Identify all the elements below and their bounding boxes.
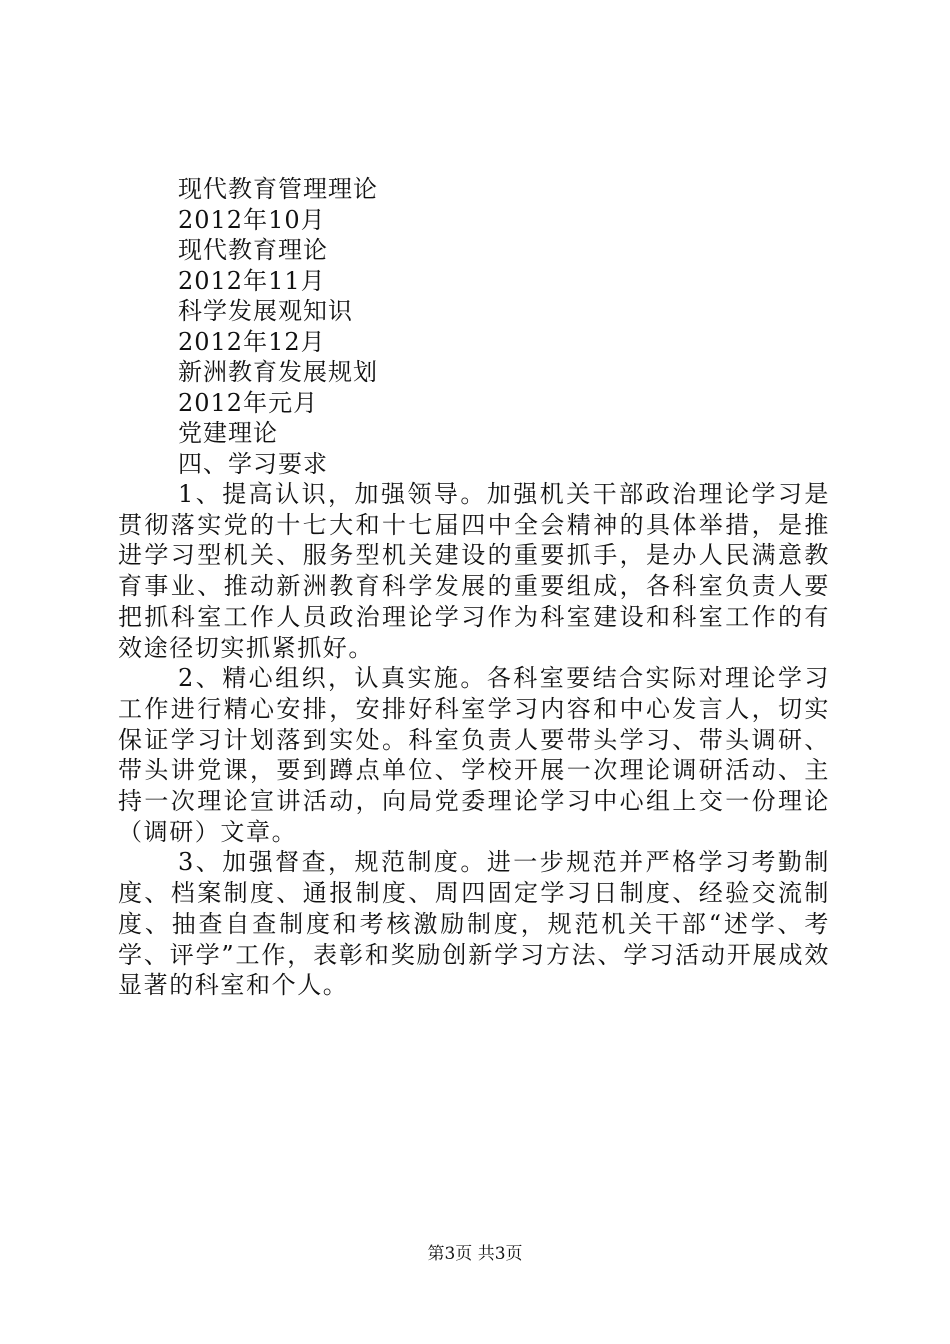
schedule-date: 2012年10月 xyxy=(178,205,326,234)
section-heading: 四、学习要求 xyxy=(178,449,328,478)
requirement-paragraph-1: 1、提高认识，加强领导。加强机关干部政治理论学习是贯彻落实党的十七大和十七届四中全会精神的具体举措，是推进学习型机关、服务型机关建设的重要抓手，是办人民满意教育事业、推动新洲教育科学发展的重要组成，各科室负责人要把抓科室工作人员政治理论学习作为科室建设和科室工作的有效途径切实抓紧抓好。 xyxy=(118,480,830,662)
schedule-date: 2012年12月 xyxy=(178,327,326,356)
schedule-date: 2012年11月 xyxy=(178,266,326,295)
requirement-paragraph-3: 3、加强督查，规范制度。进一步规范并严格学习考勤制度、档案制度、通报制度、周四固定学习日制度、经验交流制度、抽查自查制度和考核激励制度，规范机关干部“述学、考学、评学”工作，表彰和奖励创新学习方法、学习活动开展成效显著的科室和个人。 xyxy=(118,848,830,1000)
schedule-date: 2012年元月 xyxy=(178,388,319,417)
schedule-topic: 现代教育理论 xyxy=(178,236,328,264)
schedule-topic: 新洲教育发展规划 xyxy=(178,358,378,386)
schedule-topic: 党建理论 xyxy=(178,419,278,447)
page-footer: 第3页 共3页 xyxy=(427,1244,523,1264)
page-content xyxy=(118,174,830,1001)
schedule-topic: 科学发展观知识 xyxy=(178,297,353,325)
requirement-paragraph-2: 2、精心组织，认真实施。各科室要结合实际对理论学习工作进行精心安排，安排好科室学习内容和中心发言人，切实保证学习计划落到实处。科室负责人要带头学习、带头调研、带头讲党课，要到蹲点单位、学校开展一次理论调研活动、主持一次理论宣讲活动，向局党委理论学习中心组上交一份理论（调研）文章。 xyxy=(118,664,830,846)
schedule-topic: 现代教育管理理论 xyxy=(178,175,378,203)
